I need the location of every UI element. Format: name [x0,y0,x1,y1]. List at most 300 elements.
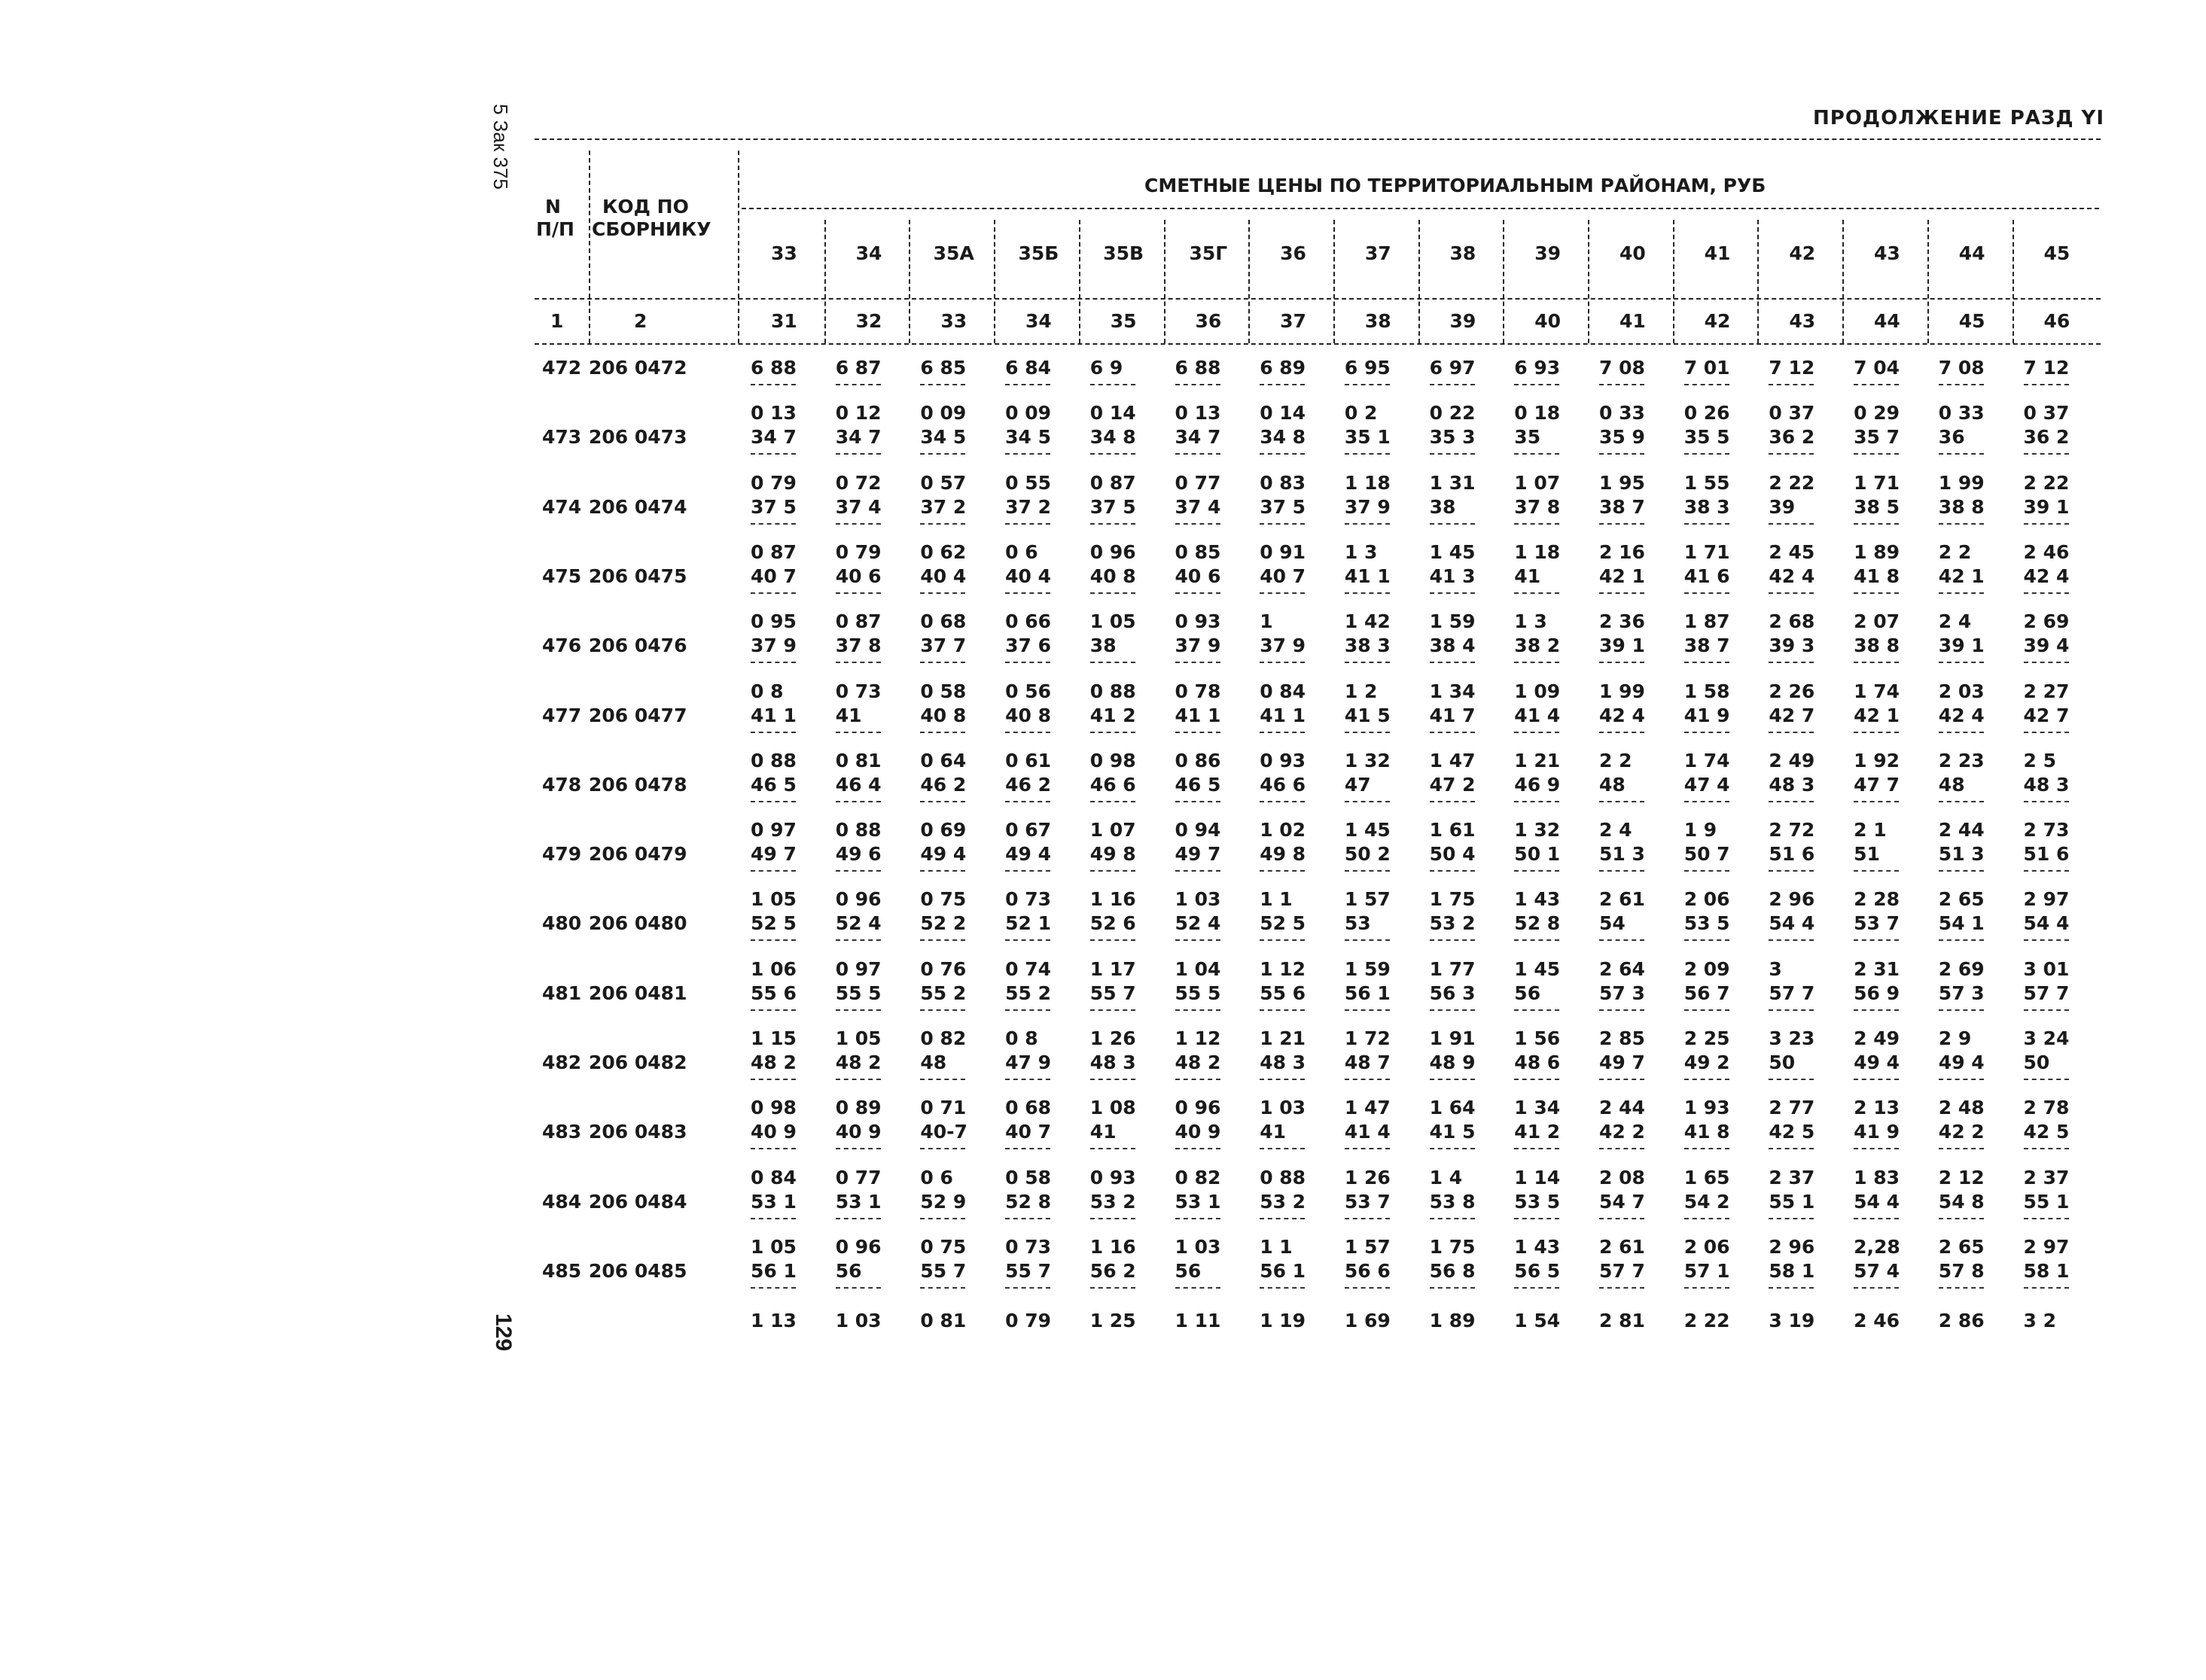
price-cell: 1 07 [1514,471,1561,494]
price-cell: 0 68 [1005,1097,1051,1119]
price-cell: 41 4 [1514,704,1561,726]
price-cell: 52 9 [920,1190,967,1213]
price-cell: 0 58 [920,680,967,702]
fraction-line [1175,662,1220,663]
fraction-line [920,523,965,525]
price-cell: 2 45 [1769,540,1815,563]
price-cell: 0 33 [1599,402,1645,425]
price-cell: 53 2 [1429,912,1476,935]
price-cell: 0 96 [835,1235,882,1258]
price-cell: 40 6 [1175,565,1221,587]
price-cell: 38 7 [1683,635,1730,657]
price-cell: 0 71 [920,1097,967,1119]
price-cell: 53 5 [1683,912,1730,935]
price-cell: 0 33 [1938,402,1985,425]
fraction-line [1599,1009,1644,1011]
col-number: 38 [1364,310,1391,332]
price-cell: 41 1 [1260,704,1306,726]
price-cell: 2 37 [2023,1166,2070,1188]
price-cell: 46 5 [1175,773,1221,796]
fraction-line [1260,1287,1305,1289]
price-cell: 1 03 [1260,1097,1306,1119]
price-cell: 2 86 [1938,1309,1985,1332]
fraction-line [1769,801,1814,802]
price-cell: 46 6 [1260,773,1306,796]
price-cell: 0 67 [1005,819,1051,842]
price-cell: 0 09 [920,402,967,425]
price-cell: 54 1 [1938,912,1985,935]
fraction-line [836,870,881,872]
fraction-line [1769,1148,1814,1149]
price-cell: 2 08 [1599,1166,1645,1188]
region-header: 33 [770,242,797,264]
fraction-line [836,801,881,802]
price-cell: 56 [1514,982,1541,1004]
fraction-line [1939,384,1984,385]
price-cell: 48 3 [1260,1052,1306,1073]
fraction-line [1769,523,1814,525]
fraction-line [1090,870,1135,872]
fraction-line [1090,1287,1135,1289]
fraction-line [1430,801,1475,802]
price-cell: 1 06 [751,957,797,980]
price-cell: 0 88 [751,749,797,772]
price-cell: 1 03 [1175,888,1221,911]
col-number: 1 [550,310,564,332]
fraction-line [1005,939,1050,941]
row-number: 483 [542,1121,582,1143]
fraction-line [2024,1079,2069,1080]
fraction-line [1430,1218,1475,1219]
price-cell: 1 42 [1344,610,1391,633]
fraction-line [1769,453,1814,455]
row-code: 206 0484 [589,1190,687,1213]
price-cell: 2 31 [1854,957,1900,980]
price-cell: 3 [1769,957,1782,980]
fraction-line [1684,1079,1729,1080]
price-cell: 37 8 [835,635,882,657]
price-cell: 0 57 [920,471,967,494]
row-code: 206 0480 [589,912,687,935]
price-cell: 6 89 [1260,357,1306,379]
fraction-line [1430,453,1475,455]
fraction-line [1939,453,1984,455]
price-cell: 49 4 [1854,1052,1900,1073]
price-cell: 3 23 [1769,1027,1815,1049]
price-cell: 3 19 [1769,1309,1815,1332]
price-cell: 58 1 [1769,1259,1815,1282]
price-cell: 1 71 [1683,540,1730,563]
price-cell: 39 [1769,495,1796,518]
fraction-line [1684,592,1729,594]
row-code: 206 0478 [589,773,687,796]
price-cell: 1 47 [1429,749,1476,772]
price-cell: 56 8 [1429,1259,1476,1282]
row-number: 476 [542,635,582,657]
price-cell: 53 1 [835,1190,882,1213]
price-cell: 2 25 [1683,1027,1730,1049]
fraction-line [1854,384,1899,385]
fraction-line [1175,732,1220,733]
price-cell: 53 7 [1854,912,1900,935]
fraction-line [2024,732,2069,733]
price-cell: 57 8 [1938,1259,1985,1282]
price-cell: 52 8 [1514,912,1561,935]
price-cell: 49 4 [1938,1052,1985,1073]
fraction-line [836,1218,881,1219]
price-cell: 51 [1854,843,1880,866]
price-cell: 1 89 [1854,540,1900,563]
fraction-line [1260,1009,1305,1011]
fraction-line [751,384,796,385]
price-cell: 46 6 [1089,773,1136,796]
price-cell: 41 5 [1344,704,1391,726]
price-cell: 39 1 [1938,635,1985,657]
region-header: 43 [1874,242,1900,264]
price-cell: 0 18 [1514,402,1561,425]
price-cell: 0 93 [1260,749,1306,772]
fraction-line [1260,1218,1305,1219]
price-cell: 2 49 [1769,749,1815,772]
fraction-line [1345,732,1390,733]
price-cell: 1 05 [835,1027,882,1049]
fraction-line [920,732,965,733]
column-rule [589,151,590,343]
fraction-line [751,1009,796,1011]
price-cell: 42 4 [2023,565,2070,587]
price-cell: 40 4 [920,565,967,587]
region-header: 40 [1619,242,1646,264]
price-cell: 55 1 [2023,1190,2070,1213]
fraction-line [836,523,881,525]
price-cell: 51 3 [1599,843,1645,866]
fraction-line [1175,384,1220,385]
column-rule [1503,220,1504,343]
price-cell: 34 5 [1005,426,1051,449]
price-cell: 37 7 [920,635,967,657]
row-number: 473 [542,426,582,449]
fraction-line [1769,1218,1814,1219]
fraction-line [1514,1148,1559,1149]
price-cell: 48 [1938,773,1965,796]
price-cell: 0 68 [920,610,967,633]
price-cell: 2 22 [1683,1309,1730,1332]
price-cell: 1 15 [751,1027,797,1049]
price-cell: 42 5 [1769,1121,1815,1143]
fraction-line [1854,1079,1899,1080]
price-cell: 50 1 [1514,843,1561,866]
price-cell: 39 1 [2023,495,2070,518]
col-no-label: N [545,196,561,218]
price-cell: 56 7 [1683,982,1730,1004]
fraction-line [1854,523,1899,525]
price-cell: 2 44 [1938,819,1985,842]
fraction-line [1345,1148,1390,1149]
fraction-line [1005,1009,1050,1011]
price-cell: 1 77 [1429,957,1476,980]
price-cell: 1 4 [1429,1166,1463,1188]
price-cell: 2 46 [2023,540,2070,563]
price-cell: 1 26 [1344,1166,1391,1188]
fraction-line [1854,453,1899,455]
price-cell: 39 1 [1599,635,1645,657]
price-cell: 6 88 [751,357,797,379]
column-rule [1164,220,1165,343]
price-cell: 47 2 [1429,773,1476,796]
price-cell: 0 76 [920,957,967,980]
price-cell: 0 97 [751,819,797,842]
fraction-line [1005,801,1050,802]
price-cell: 40 8 [1005,704,1051,726]
price-cell: 53 8 [1429,1190,1476,1213]
fraction-line [751,1218,796,1219]
price-cell: 2 27 [2023,680,2070,702]
price-cell: 1 32 [1514,819,1561,842]
region-header: 39 [1534,242,1562,264]
column-rule [2013,220,2014,343]
fraction-line [836,1009,881,1011]
fraction-line [1005,1287,1050,1289]
column-rule [1588,220,1589,343]
price-cell: 1 2 [1344,680,1378,702]
price-cell: 1 21 [1514,749,1561,772]
price-cell: 2 73 [2023,819,2070,842]
price-cell: 37 2 [1005,495,1051,518]
price-cell: 2 4 [1938,610,1972,633]
price-cell: 37 6 [1005,635,1051,657]
col-number: 39 [1449,310,1476,332]
price-cell: 1 04 [1175,957,1221,980]
price-cell: 41 1 [1344,565,1391,587]
fraction-line [1599,870,1644,872]
price-cell: 2 9 [1938,1027,1972,1049]
price-cell: 0 14 [1089,402,1136,425]
price-cell: 0 12 [835,402,882,425]
fraction-line [1514,801,1559,802]
region-header: 35В [1103,242,1144,264]
fraction-line [1430,1009,1475,1011]
price-cell: 53 2 [1089,1190,1136,1213]
fraction-line [751,1148,796,1149]
price-cell: 48 3 [1089,1052,1136,1073]
fraction-line [1684,939,1729,941]
price-cell: 7 01 [1683,357,1730,379]
column-rule [1333,220,1335,343]
price-cell: 7 08 [1599,357,1645,379]
price-cell: 0 95 [751,610,797,633]
price-cell: 35 [1514,426,1541,449]
price-cell: 38 5 [1854,495,1900,518]
price-cell: 37 5 [751,495,797,518]
price-cell: 37 5 [1260,495,1306,518]
price-cell: 2 4 [1599,819,1632,842]
column-rule [1927,220,1929,343]
price-cell: 2 36 [1599,610,1645,633]
price-cell: 0 69 [920,819,967,842]
price-cell: 53 [1344,912,1371,935]
fraction-line [1005,592,1050,594]
price-cell: 49 8 [1089,843,1136,866]
price-cell: 56 2 [1089,1259,1136,1282]
price-cell: 3 24 [2023,1027,2070,1049]
fraction-line [1939,1079,1984,1080]
price-cell: 56 [1175,1259,1202,1282]
price-cell: 2 97 [2023,888,2070,911]
fraction-line [1260,801,1305,802]
price-cell: 2 81 [1599,1309,1645,1332]
row-number: 480 [542,912,582,935]
price-cell: 1 83 [1854,1166,1900,1188]
price-cell: 41 8 [1683,1121,1730,1143]
fraction-line [751,453,796,455]
price-cell: 55 7 [1005,1259,1051,1282]
price-cell: 41 6 [1683,565,1730,587]
price-cell: 40 9 [751,1121,797,1143]
fraction-line [1769,1079,1814,1080]
fraction-line [1769,662,1814,663]
row-number: 479 [542,843,582,866]
price-cell: 1 3 [1344,540,1378,563]
price-cell: 53 7 [1344,1190,1391,1213]
fraction-line [751,732,796,733]
column-rule [1842,220,1844,343]
fraction-line [836,662,881,663]
price-cell: 7 12 [1769,357,1815,379]
price-cell: 51 6 [2023,843,2070,866]
price-cell: 1 95 [1599,471,1645,494]
fraction-line [1684,1218,1729,1219]
fraction-line [751,523,796,525]
price-cell: 34 7 [835,426,882,449]
fraction-line [1345,662,1390,663]
price-cell: 2 06 [1683,1235,1730,1258]
region-header: 41 [1704,242,1731,264]
price-cell: 38 3 [1344,635,1391,657]
fraction-line [2024,453,2069,455]
price-cell: 2 16 [1599,540,1645,563]
price-cell: 1 64 [1429,1097,1476,1119]
fraction-line [920,662,965,663]
fraction-line [920,592,965,594]
price-cell: 2 22 [2023,471,2070,494]
price-cell: 2 5 [2023,749,2056,772]
row-code: 206 0475 [589,565,687,587]
fraction-line [1090,1009,1135,1011]
col-code-label: КОД ПО [602,196,689,218]
price-cell: 52 2 [920,912,967,935]
price-cell: 49 6 [835,843,882,866]
fraction-line [1599,1148,1644,1149]
fraction-line [1090,523,1135,525]
price-cell: 38 2 [1514,635,1561,657]
fraction-line [1599,523,1644,525]
fraction-line [2024,592,2069,594]
price-cell: 2 12 [1938,1166,1985,1188]
fraction-line [1260,732,1305,733]
price-cell: 38 [1429,495,1456,518]
fraction-line [836,939,881,941]
fraction-line [1684,1148,1729,1149]
price-cell: 35 5 [1683,426,1730,449]
fraction-line [1345,523,1390,525]
price-cell: 41 [1089,1121,1117,1143]
price-cell: 0 79 [1005,1309,1051,1332]
fraction-line [836,1148,881,1149]
fraction-line [2024,1009,2069,1011]
price-cell: 2 1 [1854,819,1887,842]
fraction-line [1514,592,1559,594]
row-number: 474 [542,495,582,518]
price-cell: 0 97 [835,957,882,980]
price-cell: 2 2 [1599,749,1632,772]
price-cell: 42 1 [1854,704,1900,726]
fraction-line [920,453,965,455]
page-number: 129 [491,1313,516,1352]
row-code: 206 0473 [589,426,687,449]
price-cell: 46 5 [751,773,797,796]
price-cell: 2 65 [1938,1235,1985,1258]
price-cell: 55 1 [1769,1190,1815,1213]
fraction-line [1684,870,1729,872]
price-cell: 42 1 [1599,565,1645,587]
price-cell: 35 1 [1344,426,1391,449]
fraction-line [1939,1148,1984,1149]
fraction-line [1854,1287,1899,1289]
price-cell: 2 65 [1938,888,1985,911]
price-cell: 0 37 [1769,402,1815,425]
price-cell: 40 4 [1005,565,1051,587]
fraction-line [1854,1218,1899,1219]
fraction-line [1175,939,1220,941]
price-cell: 50 7 [1683,843,1730,866]
price-cell: 2 68 [1769,610,1815,633]
price-cell: 34 7 [1175,426,1221,449]
fraction-line [1430,732,1475,733]
fraction-line [1175,1287,1220,1289]
fraction-line [1175,1218,1220,1219]
price-cell: 36 2 [1769,426,1815,449]
fraction-line [1005,732,1050,733]
price-cell: 2 37 [1769,1166,1815,1188]
price-cell: 49 7 [1599,1052,1645,1073]
price-cell: 0 79 [751,471,797,494]
price-cell: 53 1 [751,1190,797,1213]
price-cell: 37 9 [1175,635,1221,657]
price-cell: 2 26 [1769,680,1815,702]
price-cell: 52 6 [1089,912,1136,935]
price-cell: 2 28 [1854,888,1900,911]
price-cell: 39 4 [2023,635,2070,657]
price-cell: 58 1 [2023,1259,2070,1282]
price-cell: 40 7 [751,565,797,587]
price-cell: 41 2 [1089,704,1136,726]
fraction-line [836,592,881,594]
price-cell: 55 2 [1005,982,1051,1004]
region-header: 38 [1449,242,1476,264]
fraction-line [1260,384,1305,385]
fraction-line [2024,662,2069,663]
fraction-line [1345,1009,1390,1011]
fraction-line [1769,939,1814,941]
col-number: 31 [770,310,797,332]
price-cell: 0 96 [1089,540,1136,563]
fraction-line [1769,732,1814,733]
price-cell: 57 3 [1938,982,1985,1004]
fraction-line [1514,662,1559,663]
fraction-line [1599,1079,1644,1080]
price-cell: 1 [1260,610,1273,633]
price-cell: 48 [920,1052,947,1073]
